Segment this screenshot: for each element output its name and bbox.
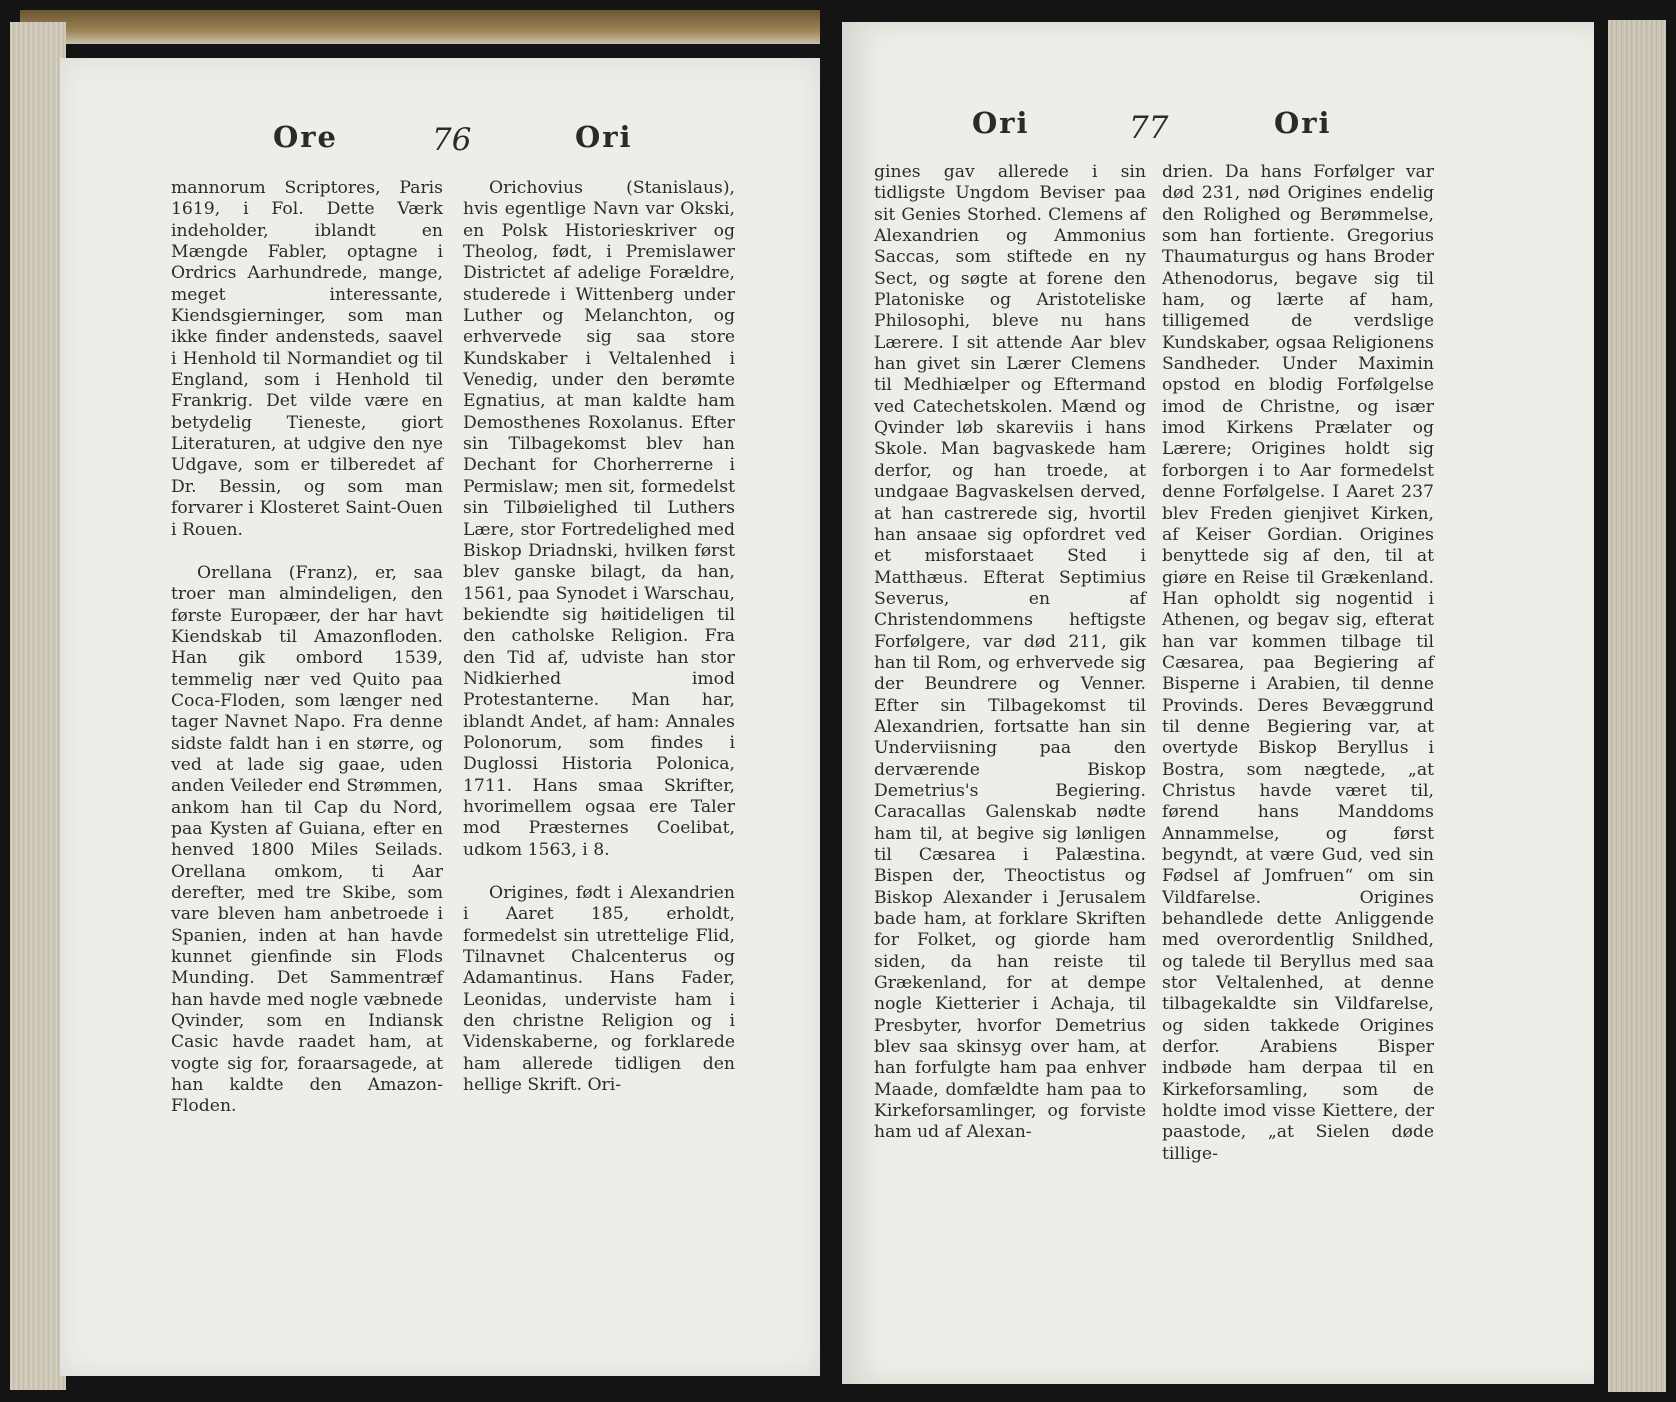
- entry-orellana: Orellana (Franz), er, saa troer man almindeligen, den første Europæer, der har havt Kiendskab til Amazonfloden. Han gik ombord 1539, temmelig nær ved Quito paa Coca-Floden, som længer ned tager Navnet Napo. Fra denne sidste faldt han i en større, og ved at lade sig gaae, uden anden Veileder end Strømmen, ankom han til Cap du Nord, paa Kysten af Guiana, efter en henved 1800 Miles Seilads. Orellana omkom, ti Aar derefter, med tre Skibe, som vare bleven ham anbetroede i Spanien, inden at han havde kunnet gienfinde sin Flods Munding. Det Sammentræf han havde med nogle væbnede Qvinder, som en Indiansk Casic havde raadet ham, at vogte sig for, foraarsagede, at han kaldte den Amazon-Floden.: [171, 562, 443, 1117]
- text-column-1: [171, 178, 443, 1118]
- running-head-right: Ori: [1274, 106, 1332, 140]
- entry-origines-cont: gines gav allerede i sin tidligste Ungdom Beviser paa sit Genies Storhed. Clemens af Alexandrien og Ammonius Saccas, som stiftede en ny Sect, og søgte at forene den Platoniske og Aristoteliske Philosophi, bleve nu hans Lærere. I sit attende Aar blev han givet sin Lærer Clemens til Medhiælper og Eftermand ved Catechetskolen. Mænd og Qvinder løb skareviis i hans Skole. Man bagvaskede ham derfor, og han troede, at undgaae Bagvaskelsen derved, at han castrerede sig, hvortil han ansaae sig opfordret ved et misforstaaet Sted i Matthæus. Efterat Septimius Severus, en af Christendommens heftigste Forfølgere, var død 211, gik han til Rom, og erhvervede sig der Beundrere og Venner. Efter sin Tilbagekomst til Alexandrien, fortsatte han sin Underviisning paa den derværende Biskop Demetrius's Begiering. Caracallas Galenskab nødte ham til, at begive sig lønligen til Cæsarea i Palæstina. Bispen der, Theoctistus og Biskop Alexander i Jerusalem bade ham, at forklare Skriften for Folket, og giorde ham siden, da han reiste til Grækenland, for at dempe nogle Kietterier i Achaja, til Presbyter, hvorfor Demetrius blev saa skinsyg over ham, at han forfulgte ham paa enhver Maade, domfældte ham paa to Kirkeforsamlinger, og forviste ham ud af Alexan-: [874, 162, 1146, 1143]
- page-76: [60, 58, 820, 1376]
- running-head-left: Ori: [972, 106, 1030, 140]
- book-binding: [20, 10, 820, 44]
- entry-origines-start: Origines, født i Alexandrien i Aaret 185, erholdt, formedelst sin utrettelige Flid, Tilnavnet Chalcenterus og Adamantinus. Hans Fader, Leonidas, underviste ham i den christne Religion og i Videnskaberne, og forklarede ham allerede tidligen den hellige Skrift. Ori-: [463, 883, 735, 1096]
- text-column-2: [463, 178, 735, 1096]
- page-edges: [10, 22, 66, 1390]
- page-number: 76: [432, 122, 472, 158]
- page-77: [842, 22, 1594, 1384]
- right-page-photo: [838, 0, 1676, 1402]
- entry-origines-cont-2: drien. Da hans Forfølger var død 231, nød Origines endelig den Rolighed og Berømmelse, som han fortiente. Gregorius Thaumaturgus og hans Broder Athenodorus, begave sig til ham, og lærte af ham, tilligemed de verdslige Kundskaber, ogsaa Religionens Sandheder. Under Maximin opstod en blodig Forfølgelse imod de Christne, og især imod Kirkens Prælater og Lærere; Origines holdt sig forborgen i to Aar formedelst denne Forfølgelse. I Aaret 237 blev Freden gienjivet Kirken, af Keiser Gordian. Origines benyttede sig af den, til at giøre en Reise til Grækenland. Han opholdt sig nogentid i Athenen, og begav sig, efterat han var kommen tilbage til Cæsarea, paa Begiering af Bisperne i Arabien, til denne Provinds. Deres Bevæggrund til denne Begiering var, at overtyde Biskop Beryllus i Bostra, som nægtede, „at Christus havde været til, førend hans Manddoms Annammelse, og først begyndt, at være Gud, ved sin Fødsel af Jomfruen“ om sin Vildfarelse. Origines behandlede dette Anliggende med overordentlig Snildhed, og talede til Beryllus med saa stor Veltalenhed, at denne tilbagekaldte sin Vildfarelse, og siden takkede Origines derfor. Arabiens Bisper indbøde ham derpaa til en Kirkeforsamling, som de holdte imod visse Kiettere, der paastode, „at Sielen døde tillige-: [1162, 162, 1434, 1164]
- text-column-2: [1162, 162, 1434, 1165]
- entry-ordericus-end: mannorum Scriptores, Paris 1619, i Fol. Dette Værk indeholder, iblandt en Mængde Fabler, optagne i Ordrics Aarhundrede, mange, meget interessante, Kiendsgierninger, som man ikke finder andensteds, saavel i Henhold til Normandiet og til England, som i Henhold til Frankrig. Det vilde være en betydelig Tieneste, giort Literaturen, at udgive den nye Udgave, som er tilberedet af Dr. Bessin, og som man forvarer i Klosteret Saint-Ouen i Rouen.: [171, 178, 443, 540]
- page-edges: [1608, 20, 1666, 1392]
- text-column-1: [874, 162, 1146, 1144]
- page-number: 77: [1129, 110, 1169, 146]
- running-head-right: Ori: [575, 120, 633, 154]
- running-head-left: Ore: [273, 120, 338, 154]
- entry-orichovius: Orichovius (Stanislaus), hvis egentlige Navn var Okski, en Polsk Historieskriver og Theolog, født, i Premislawer Districtet af adelige Forældre, studerede i Wittenberg under Luther og Melanchton, og erhvervede sig saa store Kundskaber i Veltalenhed i Venedig, under den berømte Egnatius, at man kaldte ham Demosthenes Roxolanus. Efter sin Tilbagekomst blev han Dechant for Chorherrerne i Permislaw; men sit, formedelst sin Tilbøielighed til Luthers Lære, stor Fortredelighed med Biskop Driadnski, hvilken først blev ganske bilagt, da han, 1561, paa Synodet i Warschau, bekiendte sig høitideligen til den catholske Religion. Fra den Tid af, udviste han stor Nidkierhed imod Protestanterne. Man har, iblandt Andet, af ham: Annales Polonorum, som findes i Duglossi Historia Polonica, 1711. Hans smaa Skrifter, hvorimellem ogsaa ere Taler mod Præsternes Coelibat, udkom 1563, i 8.: [463, 178, 735, 860]
